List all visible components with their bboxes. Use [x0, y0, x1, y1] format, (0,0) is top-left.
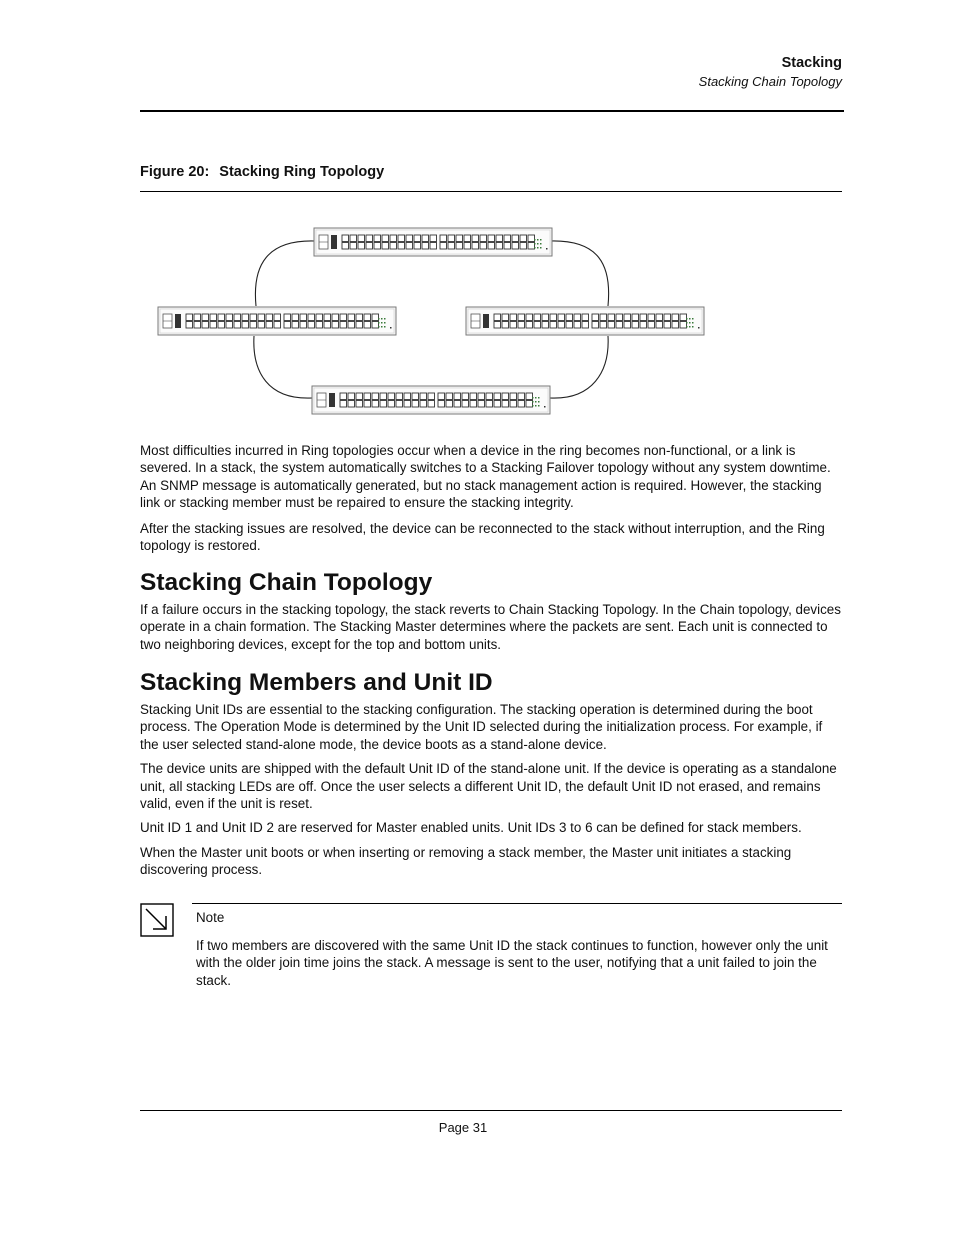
switch-bottom [312, 386, 550, 414]
ring-topology-diagram [140, 222, 842, 422]
heading-chain-topology: Stacking Chain Topology [140, 569, 433, 596]
chain-topology-text [140, 601, 844, 653]
page-number: Page 31 [438, 1120, 488, 1135]
switch-left [158, 307, 396, 335]
members-text [140, 701, 844, 879]
members-paragraph-1: Stacking Unit IDs are essential to the stacking configuration. The stacking operation is determined during the boot process. The Operation Mode is determined by the Unit ID selected during the initialization process. For example, if the user selected stand-alone mode, the device boots as a stand-alone device. [140, 702, 823, 752]
header-section: Stacking Chain Topology [698, 74, 842, 89]
members-paragraph-4: When the Master unit boots or when inserting or removing a stack member, the Master unit initiates a stacking discovering process. [140, 844, 792, 878]
note-rule [192, 903, 842, 904]
figure-label: Figure 20: [140, 164, 210, 180]
footer-rule [140, 1110, 842, 1111]
intro-text [140, 442, 844, 554]
figure-rule [140, 191, 842, 192]
note-label: Note [196, 910, 225, 925]
members-paragraph-2: The device units are shipped with the default Unit ID of the stand-alone unit. If the device is operating as a standalone unit, all stacking LEDs are off. Once the user selects a different Unit ID, the default Unit ID not erased, and remains valid, even if the unit is reset. [140, 761, 837, 812]
chain-paragraph: If a failure occurs in the stacking topology, the stack reverts to Chain Stacking Topology. In the Chain topology, devices operate in a chain formation. The Stacking Master determines where the packets are sent. Each unit is connected to two neighboring devices, except for the top and bottom units. [140, 602, 841, 652]
switch-right [466, 307, 704, 335]
intro-paragraph-1: Most difficulties incurred in Ring topologies occur when a device in the ring becomes non-functional, or a link is severed. In a stack, the system automatically switches to a Stacking Failover topology without any system downtime. An SNMP message is automatically generated, but no stack management action is required. However, the stacking link or stacking member must be repaired to ensure the stacking integrity. [140, 443, 831, 511]
note-arrow-icon [140, 903, 174, 937]
figure-caption [140, 164, 384, 180]
members-paragraph-3: Unit ID 1 and Unit ID 2 are reserved for Master enabled units. Unit IDs 3 to 6 can be defined for stack members. [140, 820, 802, 836]
running-header [699, 54, 842, 90]
heading-members-unit-id: Stacking Members and Unit ID [140, 669, 493, 696]
switch-top [314, 228, 552, 256]
note-text: If two members are discovered with the same Unit ID the stack continues to function, however only the unit with the older join time joins the stack. A message is sent to the user, notifying that a unit failed to join the stack. [196, 938, 828, 988]
header-chapter: Stacking [781, 55, 842, 71]
figure-title: Stacking Ring Topology [219, 164, 385, 180]
header-rule [140, 110, 844, 112]
intro-paragraph-2: After the stacking issues are resolved, the device can be reconnected to the stack without interruption, and the Ring topology is restored. [140, 520, 825, 554]
